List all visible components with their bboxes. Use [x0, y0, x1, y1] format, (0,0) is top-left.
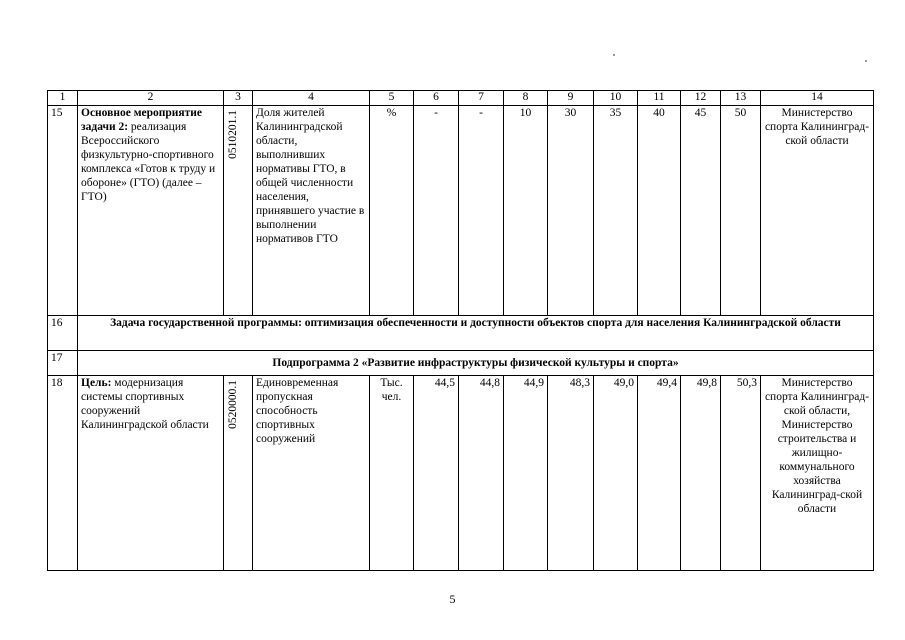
value-cell: 44,5	[414, 376, 459, 571]
value-cell: 50,3	[721, 376, 761, 571]
header-cell: 10	[594, 91, 638, 106]
measure-name	[78, 106, 224, 316]
value-cell: 10	[504, 106, 548, 316]
value-cell: 48,3	[548, 376, 594, 571]
goal-name	[78, 376, 224, 571]
value-cell: 49,8	[681, 376, 721, 571]
table-row	[48, 351, 874, 376]
row-number: 16	[48, 316, 78, 351]
indicators-table	[47, 90, 874, 571]
unit-cell: %	[370, 106, 414, 316]
value-cell: -	[459, 106, 504, 316]
scan-speck	[613, 54, 615, 56]
table-row	[48, 316, 874, 351]
subprogram-title: Подпрограмма 2 «Развитие инфраструктуры физической культуры и спорта»	[78, 351, 874, 376]
value-cell: 49,4	[638, 376, 681, 571]
value-cell: 44,9	[504, 376, 548, 571]
header-cell: 2	[78, 91, 224, 106]
header-cell: 8	[504, 91, 548, 106]
value-cell: 45	[681, 106, 721, 316]
responsible-cell: Министерство спорта Калининград-ской области	[761, 106, 874, 316]
header-cell: 14	[761, 91, 874, 106]
header-cell: 12	[681, 91, 721, 106]
code-cell	[224, 376, 253, 571]
row-number: 18	[48, 376, 78, 571]
code-text: 0520000.1	[227, 380, 239, 429]
header-cell: 3	[224, 91, 253, 106]
header-cell: 6	[414, 91, 459, 106]
code-cell	[224, 106, 253, 316]
header-cell: 4	[253, 91, 370, 106]
table-row	[48, 376, 874, 571]
page-number: 5	[449, 592, 456, 606]
table-row	[48, 106, 874, 316]
header-cell: 1	[48, 91, 78, 106]
unit-cell: Тыс. чел.	[370, 376, 414, 571]
goal-name-text: модернизация системы спортивных сооружений Калининградской области	[81, 377, 209, 431]
indicator-name: Доля жителей Калининградской области, выполнивших нормативы ГТО, в общей численности населения, принявшего участие в выполнении нормативов ГТО	[253, 106, 370, 316]
goal-name-bold: Цель:	[81, 377, 112, 389]
value-cell: 50	[721, 106, 761, 316]
header-cell: 9	[548, 91, 594, 106]
value-cell: 30	[548, 106, 594, 316]
measure-name-bold: Основное мероприятие задачи 2:	[81, 107, 203, 133]
row-number: 15	[48, 106, 78, 316]
header-cell: 7	[459, 91, 504, 106]
row-number: 17	[48, 351, 78, 376]
header-row	[48, 91, 874, 106]
value-cell: 40	[638, 106, 681, 316]
task-title: Задача государственной программы: оптимизация обеспеченности и доступности объектов спорта для населения Калининградской области	[78, 316, 874, 351]
header-cell: 11	[638, 91, 681, 106]
value-cell: -	[414, 106, 459, 316]
value-cell: 35	[594, 106, 638, 316]
value-cell: 44,8	[459, 376, 504, 571]
header-cell: 5	[370, 91, 414, 106]
value-cell: 49,0	[594, 376, 638, 571]
code-text: 0510201.1	[227, 110, 239, 159]
responsible-cell: Министерство спорта Калининград-ской области, Министерство строительства и жилищно-коммунального хозяйства Калининград-ской области	[761, 376, 874, 571]
indicator-name: Единовременная пропускная способность спортивных сооружений	[253, 376, 370, 571]
scan-speck	[865, 60, 867, 62]
measure-name-text: реализация Всероссийского физкультурно-спортивного комплекса «Готов к труду и обороне» (ГТО) (далее – ГТО)	[81, 121, 216, 203]
header-cell: 13	[721, 91, 761, 106]
